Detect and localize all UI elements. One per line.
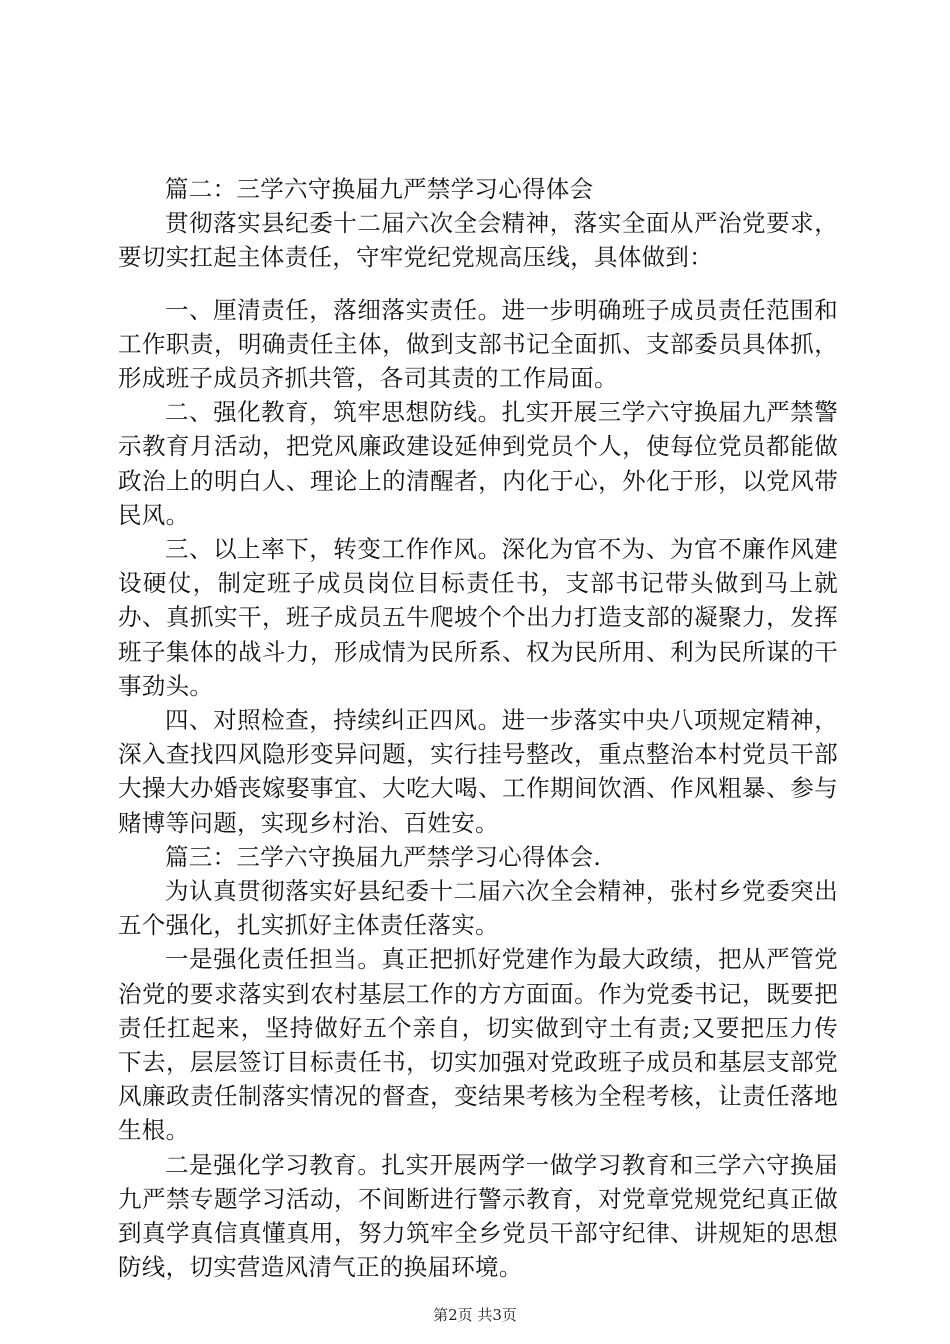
paragraph-strengthen-responsibility: 一是强化责任担当。真正把抓好党建作为最大政绩，把从严管党治党的要求落实到农村基层工作的方方面面。作为党委书记，既要把责任扛起来，坚持做好五个亲自，切实做到守土有责;又要把压力传下去，层层签订目标责任书，切实加强对党政班子成员和基层支部党风廉政责任制落实情况的督查，变结果考核为全程考核，让责任落地生根。 — [118, 945, 838, 1145]
paragraph-strengthen-education: 二是强化学习教育。扎实开展两学一做学习教育和三学六守换届九严禁专题学习活动，不间断进行警示教育，对党章党规党纪真正做到真学真信真懂真用，努力筑牢全乡党员干部守纪律、讲规矩的思想防线，切实营造风清气正的换届环境。 — [118, 1150, 838, 1282]
document-body — [118, 172, 838, 1285]
intro-paragraph-part3: 为认真贯彻落实好县纪委十二届六次全会精神，张村乡党委突出五个强化，扎实抓好主体责任落实。 — [118, 877, 838, 940]
section-heading-part3: 篇三：三学六守换届九严禁学习心得体会. — [165, 842, 602, 871]
section-heading-part2: 篇二：三学六守换届九严禁学习心得体会 — [165, 175, 594, 203]
page-number-footer: 第2页 共3页 — [433, 1306, 517, 1324]
intro-paragraph: 贯彻落实县纪委十二届六次全会精神，落实全面从严治党要求，要切实扛起主体责任，守牢党纪党规高压线，具体做到： — [118, 209, 838, 272]
paragraph-item-2: 二、强化教育，筑牢思想防线。扎实开展三学六守换届九严禁警示教育月活动，把党风廉政建设延伸到党员个人，使每位党员都能做政治上的明白人、理论上的清醒者，内化于心，外化于形，以党风带民风。 — [118, 398, 838, 529]
paragraph-item-4: 四、对照检查，持续纠正四风。进一步落实中央八项规定精神，深入查找四风隐形变异问题，实行挂号整改，重点整治本村党员干部大操大办婚丧嫁娶事宜、大吃大喝、工作期间饮酒、作风粗暴、参与赌博等问题，实现乡村治、百姓安。 — [118, 706, 838, 837]
paragraph-item-1: 一、厘清责任，落细落实责任。进一步明确班子成员责任范围和工作职责，明确责任主体，做到支部书记全面抓、支部委员具体抓，形成班子成员齐抓共管，各司其责的工作局面。 — [118, 295, 838, 393]
paragraph-item-3: 三、以上率下，转变工作作风。深化为官不为、为官不廉作风建设硬仗，制定班子成员岗位目标责任书，支部书记带头做到马上就办、真抓实干，班子成员五牛爬坡个个出力打造支部的凝聚力，发挥班子集体的战斗力，形成情为民所系、权为民所用、利为民所谋的干事劲头。 — [118, 535, 838, 700]
